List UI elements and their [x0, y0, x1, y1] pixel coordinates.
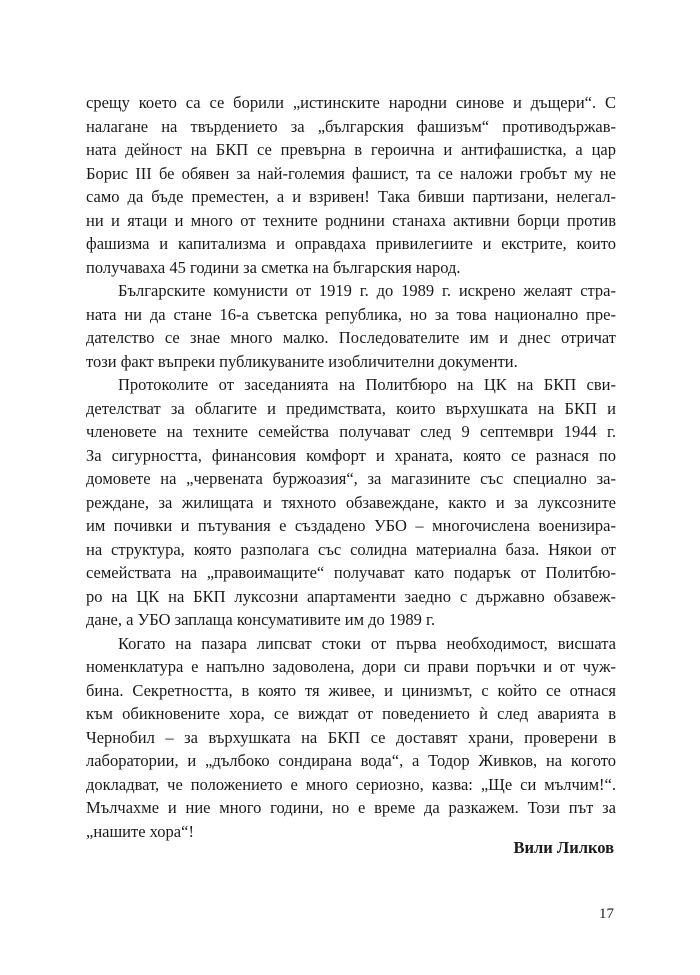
paragraph — [86, 632, 616, 844]
text-line: фашизма и капитализма и оправдаха привилегиите и екстрите, които — [86, 234, 616, 253]
text-line: лаборатории, и „дълбоко сондирана вода“, а Тодор Живков, на когото — [86, 751, 616, 770]
paragraph — [86, 373, 616, 632]
text-line: към обикновените хора, се виждат от поведението ѝ след аварията в — [86, 704, 616, 723]
body-text — [86, 91, 616, 843]
text-line: Българските комунисти от 1919 г. до 1989 г. искрено желаят стра- — [118, 281, 616, 300]
text-line: на структура, която разполага със солидна материална база. Някои от — [86, 539, 616, 559]
text-line: Когато на пазара липсват стоки от първа необходимост, висшата — [118, 633, 616, 653]
text-line: домовете на „червената буржоазия“, за магазините със специално за- — [86, 469, 616, 488]
text-line: докладват, че положението е много сериозно, казва: „Ще си мълчим!“. — [86, 774, 616, 794]
text-line: този факт въпреки публикуваните изобличителни документи. — [86, 351, 518, 371]
text-line: ро на ЦК на БКП луксозни апартаменти заедно с държавно обзавеж- — [86, 586, 616, 606]
text-line: „нашите хора“! — [86, 821, 194, 841]
text-line: получаваха 45 години за сметка на българския народ. — [86, 257, 461, 277]
text-line: детелстват за облагите и предимствата, които върхушката на БКП и — [86, 398, 616, 418]
text-line: срещу което са се борили „истинските народни синове и дъщери“. С — [86, 93, 616, 112]
author-signature: Вили Лилков — [513, 838, 614, 857]
text-line: Протоколите от заседанията на Политбюро на ЦК на БКП сви- — [118, 375, 616, 394]
text-line: реждане, за жилищата и тяхното обзавеждане, както и за луксозните — [86, 492, 616, 512]
text-line: им почивки и пътувания е създадено УБО – многочислена военизира- — [86, 516, 616, 535]
text-line: членовете на техните семейства получават след 9 септември 1944 г. — [86, 422, 616, 441]
text-line: дане, а УБО заплаща консумативите им до 1989 г. — [86, 610, 436, 629]
text-line: Чернобил – за върхушката на БКП се доставят храни, проверени в — [86, 727, 616, 747]
text-line: само да бъде преместен, а и взривен! Така бивши партизани, нелегал- — [86, 187, 616, 206]
text-line: бина. Секретността, в която тя живее, и цинизмът, с който се отнася — [86, 680, 616, 700]
text-line: За сигурността, финансовия комфорт и храната, която се разнася по — [86, 445, 616, 465]
text-line: Борис III бе обявен за най-големия фашист, та се наложи гробът му не — [86, 163, 616, 183]
text-line: семействата на „правоимащите“ получават като подарък от Политбю- — [86, 563, 616, 582]
paragraph — [86, 279, 616, 373]
text-line: номенклатура е напълно задоволена, дори си прави поръчки и от чуж- — [86, 657, 616, 676]
text-line: ната ни да стане 16-а съветска република, но за това национално пре- — [86, 304, 616, 324]
text-line: ни и ятаци и много от техните роднини станаха активни борци против — [86, 210, 616, 230]
paragraph — [86, 91, 616, 279]
text-line: дателство се знае много малко. Последователите им и днес отричат — [86, 328, 616, 347]
page-number: 17 — [599, 906, 614, 922]
text-line: налагане на твърдението за „българския фашизъм“ противодържав- — [86, 116, 616, 136]
text-line: Мълчахме и ние много години, но е време да разкажем. Този път за — [86, 798, 616, 817]
text-line: ната дейност на БКП се превърна в героична и антифашистка, а цар — [86, 140, 616, 159]
